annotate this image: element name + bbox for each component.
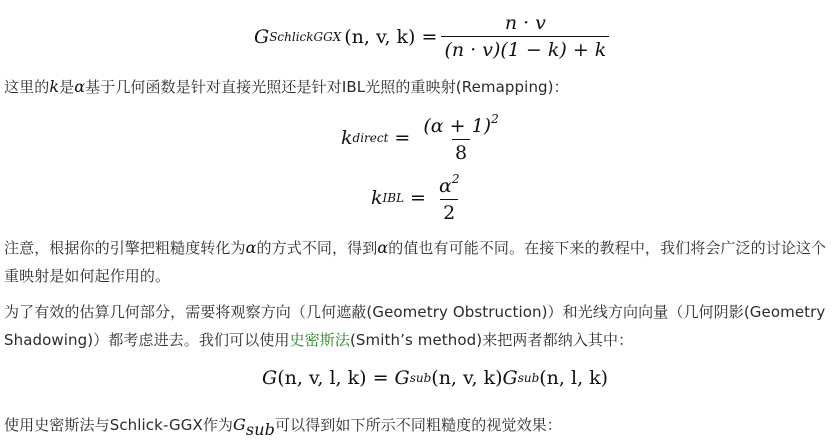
p3-text-a: Shadowing)）都考虑进去。我们可以使用	[4, 331, 290, 349]
eq3-num-text: α	[438, 175, 452, 197]
eq2-num-text: (α + 1)	[423, 115, 492, 137]
g-sub-subscript: sub	[245, 420, 275, 439]
eq2-num-sup: 2	[491, 112, 499, 126]
eq2-lhs-subscript: direct	[352, 131, 389, 145]
eq3-numerator	[436, 172, 462, 199]
p4-text-before: 使用史密斯法与Schlick-GGX作为	[4, 416, 234, 434]
g-sub-symbol: G	[233, 415, 246, 434]
eq3-lhs: k	[371, 187, 383, 209]
eq1-numerator: n · v	[504, 12, 546, 34]
eq1-fraction	[441, 12, 609, 61]
eq2-denominator: 8	[452, 139, 470, 164]
p2-text-b: 的方式不同，得到	[256, 239, 378, 257]
paragraph-smith-method	[4, 298, 830, 354]
p3-text-b: (Smith’s method)来把两者都纳入其中：	[349, 331, 634, 349]
eq4-g-args: (n, v, l, k) =	[277, 367, 389, 389]
p1-text-before: 这里的	[4, 78, 50, 96]
eq2-equals: =	[394, 127, 411, 149]
paragraph-visual-results	[4, 411, 830, 444]
p3-line1: 为了有效的估算几何部分，需要将观察方向（几何遮蔽(Geometry Obstruction)）和光线方向向量（几何阴影(Geometry	[4, 303, 826, 321]
schlick-ggx-equation	[254, 12, 613, 61]
eq4-g: G	[262, 367, 278, 389]
eq4-g2-sub: sub	[517, 371, 540, 385]
p1-text-mid: 是	[59, 78, 75, 96]
eq1-args: (n, v, k) =	[344, 25, 438, 48]
paragraph-remapping	[4, 73, 830, 101]
eq2-lhs: k	[341, 127, 353, 149]
eq3-equals: =	[410, 187, 426, 209]
eq2-numerator	[420, 112, 501, 139]
eq3-denominator: 2	[440, 199, 458, 224]
p2-line2: 重映射是如何起作用的。	[4, 267, 171, 285]
smith-method-link[interactable]: 史密斯法	[289, 331, 350, 349]
p2-text-a: 注意，根据你的引擎把粗糙度转化为	[4, 239, 246, 257]
eq4-g1-sub: sub	[409, 371, 432, 385]
smith-equation	[262, 367, 608, 389]
p1-text-after: 基于几何函数是针对直接光照还是针对IBL光照的重映射(Remapping)：	[85, 78, 569, 96]
p2-line1	[4, 234, 830, 262]
eq2-fraction	[420, 112, 501, 164]
eq4-g1-args: (n, v, k)	[431, 367, 503, 389]
p2-text-c: 的值也有可能不同。在接下来的教程中，我们将会广泛的讨论这个	[388, 239, 827, 257]
p3-line2	[4, 326, 830, 354]
eq3-lhs-subscript: IBL	[382, 191, 405, 205]
eq4-g1: G	[394, 367, 410, 389]
alpha-symbol: α	[74, 77, 86, 96]
eq3-num-sup: 2	[451, 172, 460, 186]
alpha-symbol-1: α	[245, 238, 257, 257]
eq4-g2: G	[502, 367, 518, 389]
p4-text-after: 可以得到如下所示不同粗糙度的视觉效果：	[274, 416, 562, 434]
eq1-lhs: G	[254, 25, 270, 48]
alpha-symbol-2: α	[377, 238, 389, 257]
k-symbol: k	[49, 77, 60, 96]
eq1-lhs-subscript: SchlickGGX	[269, 29, 342, 44]
k-ibl-equation	[371, 172, 466, 224]
paragraph-roughness-note	[4, 234, 830, 290]
eq4-g2-args: (n, l, k)	[539, 367, 609, 389]
eq3-fraction	[436, 172, 462, 224]
k-direct-equation	[341, 112, 506, 164]
eq1-denominator: (n · v)(1 − k) + k	[441, 36, 609, 61]
